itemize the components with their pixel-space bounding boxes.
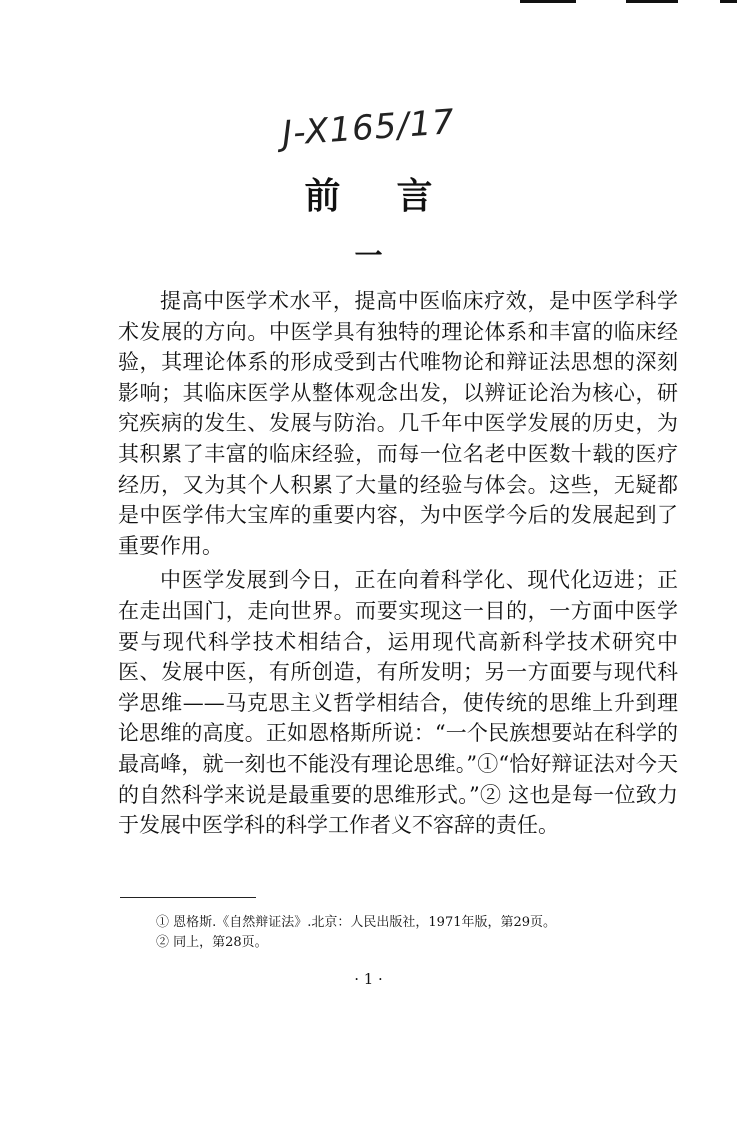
body-text — [118, 286, 678, 841]
footnote-1: ① 恩格斯.《自然辩证法》.北京：人民出版社，1971年版，第29页。 — [156, 915, 557, 930]
page-number: · 1 · — [354, 970, 383, 988]
footnote-2: ② 同上，第28页。 — [156, 935, 268, 950]
handwritten-code: J-X165/17 — [280, 102, 457, 154]
paragraph-1: 提高中医学术水平，提高中医临床疗效，是中医学科学术发展的方向。中医学具有独特的理论体系和丰富的临床经验，其理论体系的形成受到古代唯物论和辩证法思想的深刻影响；其临床医学从整体观念出发，以辨证论治为核心，研究疾病的发生、发展与防治。几千年中医学发展的历史，为其积累了丰富的临床经验，而每一位名老中医数十载的医疗经历，又为其个人积累了大量的经验与体会。这些，无疑都是中医学伟大宝库的重要内容，为中医学今后的发展起到了重要作用。 — [118, 289, 678, 558]
top-edge-line-1 — [520, 0, 576, 3]
page-title: 前言 — [304, 175, 489, 217]
footnote-divider — [120, 897, 256, 898]
section-number: 一 — [354, 239, 383, 272]
top-edge-line-2 — [626, 0, 678, 3]
footnotes — [156, 913, 686, 953]
paragraph-2: 中医学发展到今日，正在向着科学化、现代化迈进；正在走出国门，走向世界。而要实现这一目的，一方面中医学要与现代科学技术相结合，运用现代高新科学技术研究中医、发展中医，有所创造，有所发明；另一方面要与现代科学思维——马克思主义哲学相结合，使传统的思维上升到理论思维的高度。正如恩格斯所说：“一个民族想要站在科学的最高峰，就一刻也不能没有理论思维。”①“恰好辩证法对今天的自然科学来说是最重要的思维形式。”② 这也是每一位致力于发展中医学科的科学工作者义不容辞的责任。 — [118, 568, 678, 838]
top-edge-line-3 — [720, 0, 737, 3]
